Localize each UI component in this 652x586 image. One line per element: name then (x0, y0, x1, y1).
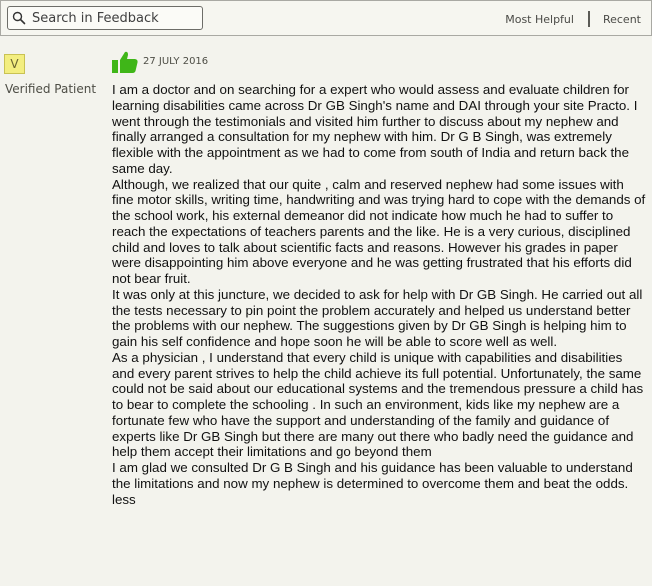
review-paragraph: It was only at this juncture, we decided to ask for help with Dr GB Singh. He carried out all the tests necessary to pin point the problem accurately and helped us understand better the problems with our nephew. The suggestions given by Dr GB Singh is helping him to gain his self confidence and hope soon he will be able to score well as well. (112, 286, 643, 349)
review-paragraph: Although, we realized that our quite , calm and reserved nephew had some issues with fine motor skills, writing time, handwriting and was trying hard to cope with the demands of the school work, his external demeanor did not indicate how much he had to suffer to reach the expectations of teachers parents and the like. He is a very curious, disciplined child and loves to talk about scientific facts and reasons. However his grades in paper were disappointing him above everyone and he was getting frustrated that his efforts did not bear fruit. (112, 176, 646, 286)
review-paragraph: I am glad we consulted Dr G B Singh and his guidance has been valuable to understand the limitations and now my nephew is determined to overcome them and beat the odds. less (112, 460, 633, 507)
sort-most-helpful[interactable]: Most Helpful (505, 12, 574, 26)
sort-recent[interactable]: Recent (602, 12, 641, 26)
sort-divider (588, 11, 590, 27)
search-icon (12, 11, 26, 25)
reviewer-label: Verified Patient (5, 82, 97, 96)
review-date: 27 JULY 2016 (143, 56, 209, 67)
search-input[interactable] (32, 8, 200, 28)
feedback-toolbar (0, 0, 652, 36)
review-body (112, 82, 646, 507)
review-paragraph: I am a doctor and on searching for a expert who would assess and evaluate children for learning disabilities came across Dr GB Singh's name and DAI through your site Practo. I went through the testimonials and visited him further to discuss about my nephew and finally arranged a consultation for my nephew with him. Dr G B Singh, was extremely flexible with the appointment as we had to come from south of India and return back the same day. (112, 82, 638, 176)
thumbs-up-icon (112, 51, 138, 73)
avatar: V (4, 54, 25, 74)
search-box[interactable] (7, 6, 203, 30)
sort-options (505, 1, 641, 37)
review-paragraph: As a physician , I understand that every child is unique with capabilities and disabilities and every parent strives to help the child achieve its full potential. Unfortunately, the same could not be said about our educational systems and the tremendous pressure a child has to bear to complete the schooling . In such an environment, kids like my nephew are a fortunate few who have the support and understanding of the family and guidance of experts like Dr GB Singh but there are many out there who badly need the guidance and help them accept their limitations and go beyond them (112, 349, 644, 460)
